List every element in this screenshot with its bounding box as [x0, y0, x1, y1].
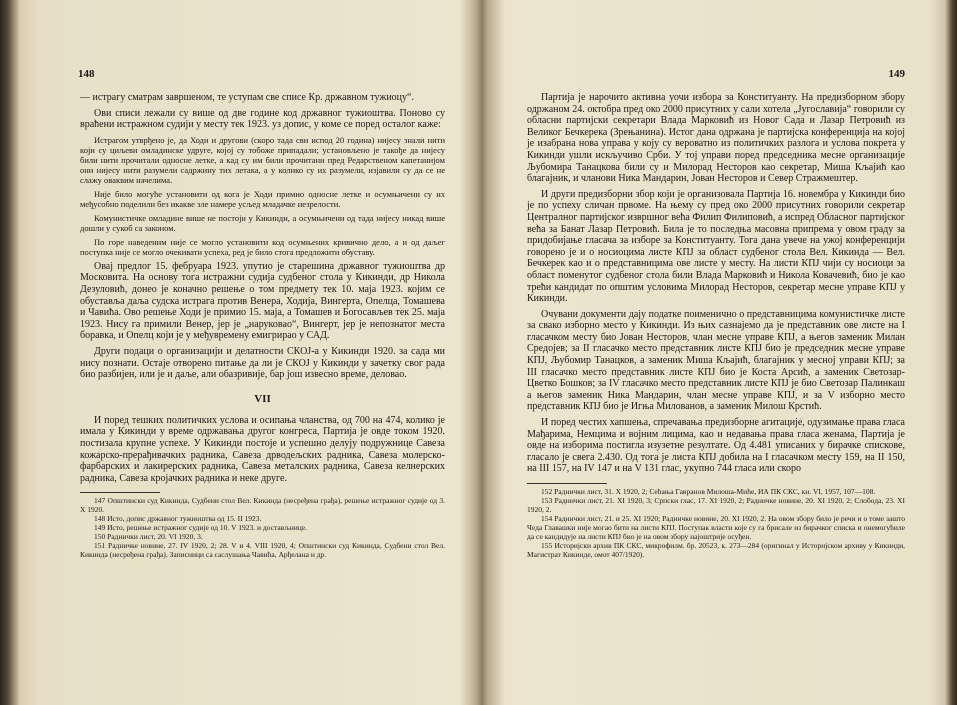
- quote-paragraph: Истрагом утврђено је, да Ходи и другови (скоро тада сви испод 20 година) нијесу знали нити који су циљеви омладинске удруге, којој су тобоже припадали; установљено је такође да нијесу били нити прочитали односне летке, а кад су им били прочитани пред Редарственом капетанијом они нијесу нити разумели садржину тих летака, а у колико су их разумели, изјавили су да се не слажу оваквим начелима.: [80, 134, 445, 185]
- footnote-rule: [527, 483, 607, 484]
- right-page: [515, 0, 905, 705]
- left-page: [60, 0, 445, 705]
- paragraph: И други предизборни збор који је организовала Партија 16. новембра у Кикинди био је по успеху сличан првоме. На њему су пред око 2000 присутних говорили секретар Централног партијског извршног већа Филип Филиповић, а испред Обласног партијског већа за Банат Лазар Петровић. Била је то последња масовна припрема у овом граду за придобијање гласача за изборе за Конституанту. Тога дана увече на ужој конференцији говорено је и о носиоцима листе КПЈ за област судбеног стола Вел. Кикинда — Вел. Бечкерек као и о представницима ове листе у месту. На листи КПЈ чији су носиоци за област поменутог судбеног стола били Влада Марковић и Никола Ковачевић, био је као трећи кандидат по општим условима Милорад Несторов, секретар месне управе КПЈ у Кикинди.: [527, 188, 905, 305]
- paragraph: Други подаци о организацији и делатности СКОЈ-а у Кикинди 1920. за сада ми нису познати. Остаје отворено питање да ли је СКОЈ у Кикинди у зачетку свог рада био разбијен, или је и даље, али обазривије, бар још извесно време, деловао.: [80, 345, 445, 381]
- page-number: 148: [78, 68, 95, 80]
- footnote: 152 Раднички лист, 31. X 1920, 2; Сећања Гавранов Милоша-Миће, ИА ПК СКС, кн. VI, 1957, 107—108.: [541, 487, 876, 496]
- paragraph: Партија је нарочито активна уочи избора за Конституанту. На предизборном збору одржаном 24. октобра пред око 2000 присутних у сали хотела „Југославија“ говорили су обласни партијски секретари Влада Марковић из Новог Сада и Лазар Петровић из Великог Бечкерека (Зрењанина). Истог дана одржана је партијска конференција на којој је изабрана нова управа у коју су вероватно из политичких разлога и услова покрета у Кикинди ушли искључиво Срби. У тој управи поред председника месне организације Љубомира Танацкова били су и Милорад Несторов као секретар, Миша Кљајић као благајник, и чланови Ника Мандарин, Јован Несторов и Север Стражмештер.: [527, 92, 905, 185]
- paragraph: И поред тешких политичких услова и осипања чланства, од 700 на 474, колико је имала у Кикинди у време одржавања другог конгреса, Партија је овде током 1920. постизала крупне успехе. У Кикинди постоје и успешно делују подружнице Савеза кожарско-прерађивачких радника, Савеза дрводељских радника, Савеза молерско-фарбарских и лакирерских радника, Савеза металских радника, Савеза келнерских радника, Савеза кројачких радника и неке друге.: [80, 414, 445, 484]
- page-body: [80, 92, 445, 559]
- paragraph: Овај предлог 15. фебруара 1923. упутио је старешина државног тужиоштва др Московита. На основу тога истражни судија судбеног стола у Кикинди, др Никола Дезуловић, донео је коначно решење о том предмету тек 10. маја 1923. којим се обуставља даља судска истрага против Венера, Ходија, Вингерта, Опелца, Томашева и Чавића. Ово решење Ходи је примио 15. маја, а Томашев и Богосављев тек 25. маја 1923. Нису га примили Венер, јер је „наруковао“, Вингерт, јер је непознатог места боравка, и Опелц који је у међувремену емигрирао у САД.: [80, 260, 445, 342]
- footnote: 147 Општински суд Кикинда, Судбени стол Вел. Кикинда (несређена грађа), решење истражног судије од 3. X 1920.: [80, 496, 445, 515]
- paragraph: Очувани документи дају податке поименично о представницима комунистичке листе за свако изборно место у Кикинди. Из њих сазнајемо да је представник ове листе на I гласачком месту био Јован Несторов, члан месне управе КПЈ, а његов заменик Милан Средојев; за II гласачко место представник листе КПЈ био је председник месне управе КПЈ, Љубомир Танацков, а заменик Миша Кљајић, благајник у месној управи КПЈ; за III гласачко место представник листе КПЈ био је Коста Арсић, а заменик Светозар-Цветко Бошков; за IV гласачко место представник листе КПЈ је био Светозар Палинкаш а његов заменик Ника Мандарин, члан месне управе КПЈ, и за V изборно место представник КПЈ био је Игња Милованов, а заменик Милош Крстић.: [527, 308, 905, 413]
- page-body: [527, 92, 905, 559]
- quote-paragraph: Није било могуће установити од кога је Ходи примио односне летке и осумњичени су их међусобно поделили без икакве зле намере усљед младачке незрелости.: [80, 188, 445, 209]
- footnote: 155 Историјски архив ПК СКС, микрофилм. бр. 20523, к. 273—284 (оригинал у Историјском архиву у Кикинди, Магистрат Кикинде, омот 407/1920).: [527, 541, 905, 559]
- footnote: 153 Раднички лист, 21. XI 1920, 3; Српски глас, 17. XI 1920, 2; Радничке новине, 20. XI 1920, 2; Слобода, 23. XI 1920, 2.: [527, 496, 905, 514]
- paragraph: И поред честих хапшења, спречавања предизборне агитације, одузимање права гласа Мађарима, Немцима и војним лицима, као и недавања права гласа женама, Партија је овде на изборима постигла изузетне резултате. Од 4.481 уписаних у бирачке спискове, гласало је свега 2.430. Од тога је листа КПЈ добила на I гласачком месту 159, на II 150, на III 157, на IV 147 и на V 131 глас, укупно 744 гласа или скоро: [527, 417, 905, 475]
- footnote: 149 Исто, решење истражног судије од 10. V 1923. и достављнице.: [94, 523, 307, 533]
- footnote-rule: [80, 492, 160, 493]
- page-number: 149: [888, 68, 905, 80]
- block-quote: [80, 135, 445, 257]
- footnote: 151 Радничке новине, 27. IV 1920, 2; 28. V и 4. VIII 1920, 4; Општински суд Кикинда, Судбени стол Вел. Кикинда (несређена грађа). Записници са саслушања Чавића, Арђелана и др.: [80, 541, 445, 560]
- footnote: 150 Раднички лист, 20. VI 1920, 3.: [94, 532, 203, 542]
- paragraph: Ови списи лежали су више од две године код државног тужиоштва. Поново су враћени истражном судији у месту тек 1923. уз допис, у коме се поред осталог каже:: [80, 107, 445, 131]
- paragraph: — истрагу сматрам завршеном, те уступам све списе Кр. државном тужиоцу“.: [80, 92, 414, 103]
- footnote: 154 Раднички лист, 21. и 25. XI 1920; Радничке новине, 20. XI 1920, 2. На овом збору било је речи и о томе зашто Чеда Главашки није могао бити на листи КПЈ. Поступак власти које су га брисале из бирачког списка и онемогућиле да се кандидује на листи КПЈ био је на овом збору најоштрије осуђен.: [527, 514, 905, 541]
- footnote: 148 Исто, допис државног тужиоштва од 15. II 1923.: [94, 514, 262, 524]
- section-heading: VII: [254, 392, 271, 405]
- quote-paragraph: По горе наведеним није се могло установити код осумњених кривично дело, а и од даљег поступка није се могло очекивати успеха, ред је било стога предложити обуставу.: [80, 236, 445, 257]
- quote-paragraph: Комунистичке омладине више не постоји у Кикинди, а осумњичени од тада нијесу никад више дошли у сукоб са законом.: [80, 212, 445, 233]
